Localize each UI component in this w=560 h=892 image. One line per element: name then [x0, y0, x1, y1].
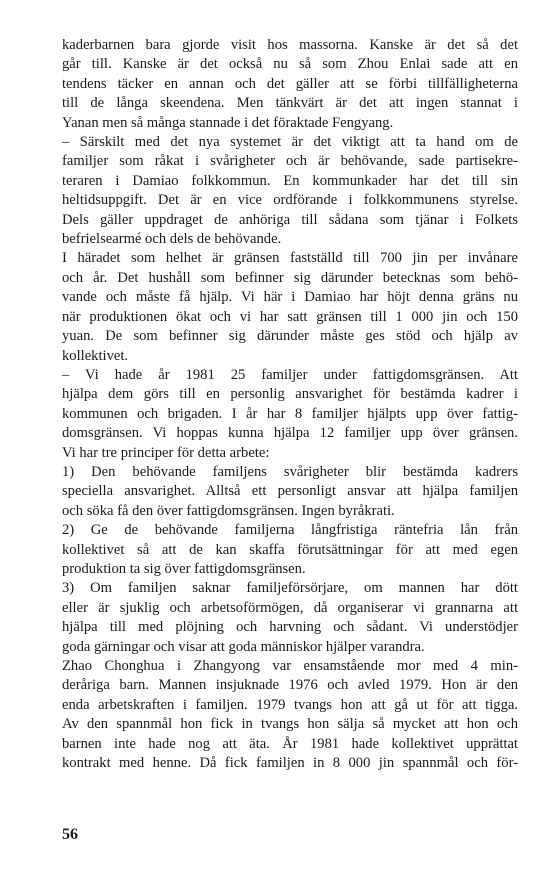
text-line: I häradet som helhet är gränsen fastställd till 700 jin per invånare [62, 250, 518, 267]
text-line: heltidsuppgift. Det är en vice ordförande i folkkommunens styrelse. [62, 192, 518, 209]
paragraph [62, 133, 518, 249]
text-line: tendens täcker en annan och det gäller att se förbi tillfälligheterna [62, 75, 518, 92]
text-line: och år. Det hushåll som befinner sig därunder betecknas som behö- [62, 269, 518, 286]
text-line: kaderbarnen bara gjorde visit hos massorna. Kanske är det så det [62, 37, 518, 53]
text-line: kommunen och brigaden. I år har 8 familjer hjälpts upp över fattig- [62, 405, 518, 422]
text-line: yuan. De som befinner sig därunder måste ges stöd och hjälp av [62, 328, 518, 345]
text-line: hjälpa dem görs till en personlig ansvarighet för bestämda kadrer i [62, 386, 518, 403]
text-line: – Särskilt med det nya systemet är det viktigt att ta hand om de [62, 134, 518, 151]
text-line: Av den spannmål hon fick in tvangs hon sälja så mycket att hon och [62, 716, 518, 733]
paragraph [62, 366, 518, 463]
text-line: till de långa skeendena. Men tänkvärt är det att ingen stannat i [62, 95, 518, 112]
text-line: går till. Kanske är det också nu så som Zhou Enlai sade att en [62, 56, 518, 73]
text-line: 1) Den behövande familjens svårigheter blir bestämda kadrers [62, 463, 518, 480]
text-line: vande och måste få hjälp. Vi här i Damiao har höjt denna gräns nu [62, 289, 518, 306]
page-number: 56 [62, 826, 78, 843]
text-line: barnen inte hade nog att äta. År 1981 hade kollektivet upprättat [62, 735, 518, 752]
text-line: när produktionen ökat och vi har satt gränsen till 1 000 jin och 150 [62, 308, 518, 325]
text-line: kollektivet så att de kan skaffa förutsättningar för att med egen [62, 541, 518, 558]
text-line: teraren i Damiao folkkommun. En kommunkader har det till sin [62, 172, 518, 189]
text-line: familjer som råkat i svårigheter och är behövande, sade partisekre- [62, 153, 518, 170]
paragraph [62, 657, 518, 773]
text-line: enda arbetskraften i familjen. 1979 tvangs hon att gå ut för att tigga. [62, 696, 518, 713]
text-line: 3) Om familjen saknar familjeförsörjare, om mannen har dött [62, 580, 518, 597]
text-line: befrielsearmé och dels de behövande. [62, 231, 282, 248]
text-line: speciella ansvarighet. Alltså ett personligt ansvar att hjälpa familjen [62, 483, 518, 500]
text-line: Zhao Chonghua i Zhangyong var ensamstående mor med 4 min- [62, 658, 518, 674]
text-line: kontrakt med henne. Då fick familjen in 8 000 jin spannmål och för- [62, 755, 518, 772]
text-line: produktion ta sig över fattigdomsgränsen. [62, 560, 306, 577]
text-line: goda gärningar och visar att goda människor hjälper varandra. [62, 638, 425, 655]
text-line: kollektivet. [62, 347, 129, 364]
paragraph [62, 463, 518, 521]
page-body [62, 36, 518, 773]
text-line: och söka få den över fattigdomsgränsen. Ingen byråkrati. [62, 502, 395, 519]
paragraph [62, 521, 518, 579]
text-line: Dels gäller uppdraget de anhöriga till sådana som tjänar i Folkets [62, 211, 518, 228]
paragraph [62, 36, 518, 133]
text-line: 2) Ge de behövande familjerna långfristiga räntefria lån från [62, 522, 518, 539]
text-line: domsgränsen. Vi hoppas kunna hjälpa 12 familjer upp över gränsen. [62, 425, 518, 442]
text-line: – Vi hade år 1981 25 familjer under fattigdomsgränsen. Att [62, 366, 518, 383]
paragraph [62, 249, 518, 365]
paragraph [62, 579, 518, 657]
text-line: deråriga barn. Mannen insjuknade 1976 och avled 1979. Hon är den [62, 677, 518, 694]
text-line: eller är sjuklig och arbetsoförmögen, då organiserar vi grannarna att [62, 599, 518, 616]
text-line: Yanan men så många stannade i det föraktade Fengyang. [62, 114, 394, 131]
text-line: Vi har tre principer för detta arbete: [62, 444, 270, 461]
text-line: hjälpa till med plöjning och harvning och sådant. Vi understödjer [62, 619, 518, 636]
